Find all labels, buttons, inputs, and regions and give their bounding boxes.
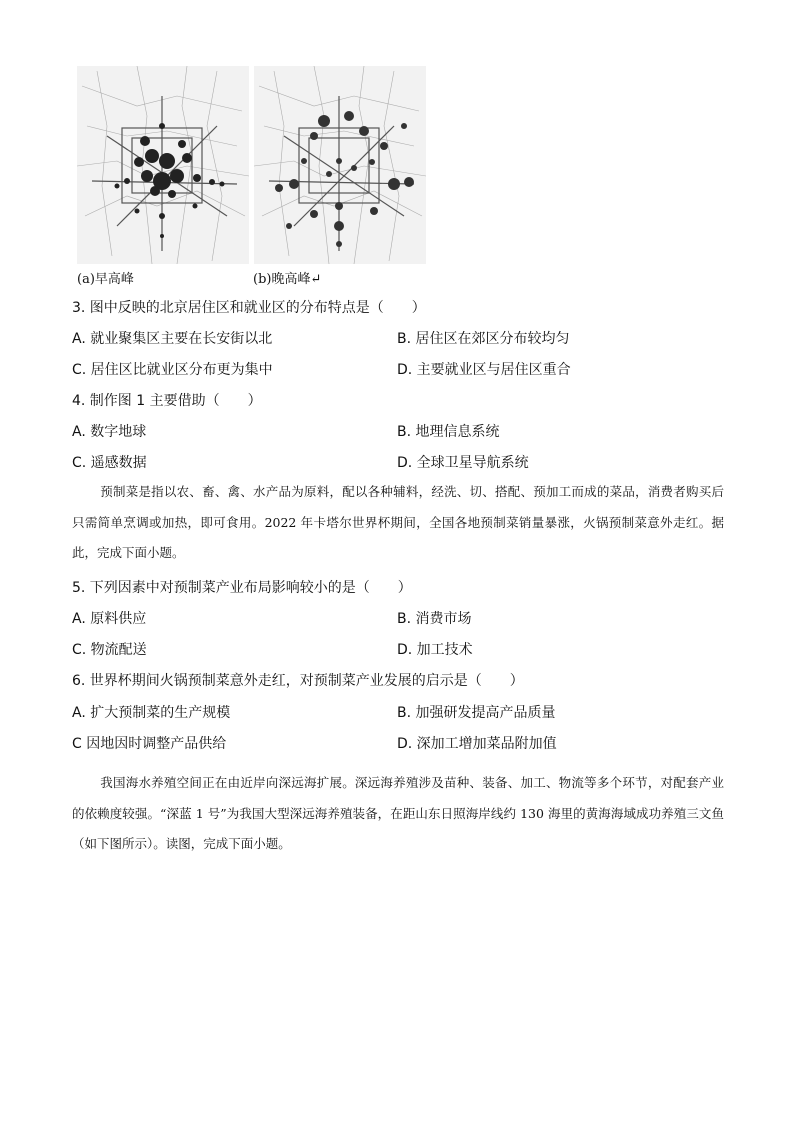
passage-aquaculture (72, 768, 724, 860)
question-4-stem: 4. 制作图 1 主要借助（ ） (72, 393, 262, 409)
passage-prepared-food (72, 477, 724, 569)
question-3-option-b: B. 居住区在郊区分布较均匀 (397, 331, 570, 347)
question-6-option-d: D. 深加工增加菜品附加值 (397, 736, 557, 752)
question-5-option-a: A. 原料供应 (72, 611, 147, 627)
question-5-option-c: C. 物流配送 (72, 642, 147, 658)
question-4-option-a: A. 数字地球 (72, 424, 147, 440)
morning-caption: (a)早高峰 (77, 272, 134, 287)
question-4-option-d: D. 全球卫星导航系统 (397, 455, 529, 471)
evening-caption: (b)晚高峰↵ (253, 272, 322, 287)
question-6-option-b: B. 加强研发提高产品质量 (397, 705, 556, 721)
passage-prepared-food-text: 预制菜是指以农、畜、禽、水产品为原料，配以各种辅料，经洗、切、搭配、预加工而成的菜品，消费者购买后只需简单烹调或加热，即可食用。2022 年卡塔尔世界杯期间，全国各地预制菜销量暴涨，火锅预制菜意外走红。据此，完成下面小题。 (72, 484, 724, 560)
question-3-option-d: D. 主要就业区与居住区重合 (397, 362, 571, 378)
question-6-stem: 6. 世界杯期间火锅预制菜意外走红，对预制菜产业发展的启示是（ ） (72, 673, 524, 689)
morning-peak-map (77, 66, 249, 264)
passage-aquaculture-text: 我国海水养殖空间正在由近岸向深远海扩展。深远海养殖涉及苗种、装备、加工、物流等多个环节，对配套产业的依赖度较强。“深蓝 1 号”为我国大型深远海养殖装备，在距山东日照海岸线约 130 海里的黄海海域成功养殖三文鱼（如下图所示）。读图，完成下面小题。 (72, 775, 724, 851)
evening-peak-map (254, 66, 426, 264)
question-6-option-c: C 因地因时调整产品供给 (72, 736, 227, 752)
question-6-option-a: A. 扩大预制菜的生产规模 (72, 705, 231, 721)
question-3-option-a: A. 就业聚集区主要在长安街以北 (72, 331, 273, 347)
question-4-option-c: C. 遥感数据 (72, 455, 147, 471)
question-5-option-d: D. 加工技术 (397, 642, 473, 658)
evening-map-graphic (254, 66, 426, 264)
question-5-option-b: B. 消费市场 (397, 611, 472, 627)
question-3-stem: 3. 图中反映的北京居住区和就业区的分布特点是（ ） (72, 300, 426, 316)
question-3-option-c: C. 居住区比就业区分布更为集中 (72, 362, 273, 378)
morning-map-graphic (77, 66, 249, 264)
question-5-stem: 5. 下列因素中对预制菜产业布局影响较小的是（ ） (72, 580, 412, 596)
question-4-option-b: B. 地理信息系统 (397, 424, 500, 440)
